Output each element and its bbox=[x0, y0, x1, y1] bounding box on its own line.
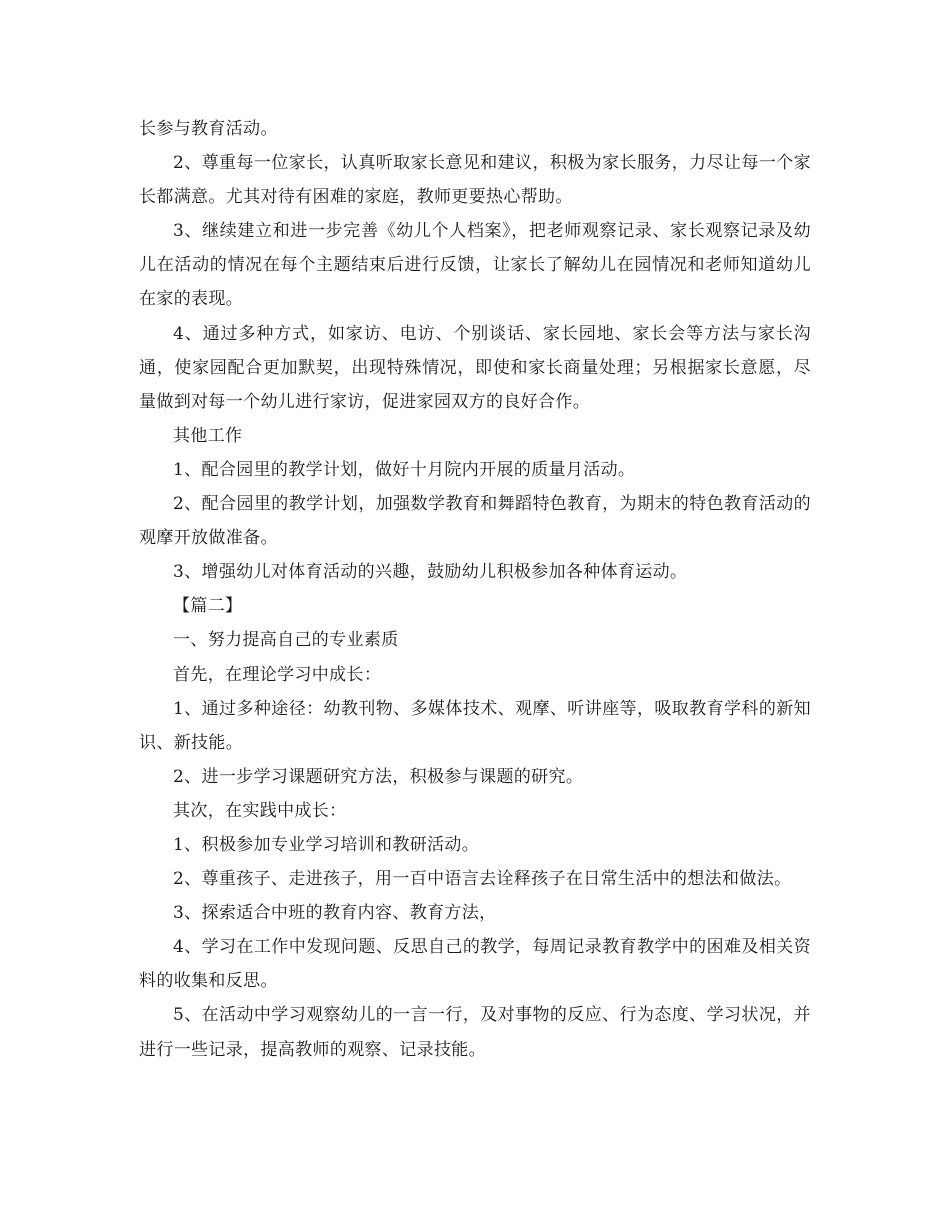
paragraph-2: 2、尊重每一位家长，认真听取家长意见和建议，积极为家长服务，力尽让每一个家长都满意。尤其对待有困难的家庭，教师更要热心帮助。 bbox=[139, 153, 811, 208]
section-heading-other-work: 其他工作 bbox=[173, 425, 243, 446]
paragraph-3: 3、继续建立和进一步完善《幼儿个人档案》，把老师观察记录、家长观察记录及幼儿在活动的情况在每个主题结束后进行反馈，让家长了解幼儿在园情况和老师知道幼儿在家的表现。 bbox=[139, 221, 811, 310]
paragraph-4: 4、通过多种方式，如家访、电访、个别谈话、家长园地、家长会等方法与家长沟通，使家园配合更加默契，出现特殊情况，即使和家长商量处理；另根据家长意愿，尽量做到对每一个幼儿进行家访，促进家园双方的良好合作。 bbox=[139, 323, 811, 412]
paragraph-7: 2、配合园里的教学计划，加强数学教育和舞蹈特色教育，为期末的特色教育活动的观摩开放做准备。 bbox=[139, 494, 811, 549]
paragraph-15: 1、积极参加专业学习培训和教研活动。 bbox=[173, 834, 480, 855]
paragraph-6: 1、配合园里的教学计划，做好十月院内开展的质量月活动。 bbox=[173, 459, 636, 480]
paragraph-17: 3、探索适合中班的教育内容、教育方法， bbox=[173, 903, 497, 924]
paragraph-13: 2、进一步学习课题研究方法，积极参与课题的研究。 bbox=[173, 766, 584, 787]
section-heading-professional-quality: 一、努力提高自己的专业素质 bbox=[173, 630, 399, 651]
paragraph-12: 1、通过多种途径：幼教刊物、多媒体技术、观摩、听讲座等，吸取教育学科的新知识、新技能。 bbox=[139, 698, 811, 753]
subheading-practice: 其次，在实践中成长： bbox=[173, 800, 347, 821]
document-body bbox=[139, 112, 811, 1067]
paragraph-1: 长参与教育活动。 bbox=[139, 119, 278, 139]
paragraph-19: 5、在活动中学习观察幼儿的一言一行，及对事物的反应、行为态度、学习状况，并进行一些记录，提高教师的观察、记录技能。 bbox=[139, 1005, 811, 1060]
paragraph-16: 2、尊重孩子、走进孩子，用一百中语言去诠释孩子在日常生活中的想法和做法。 bbox=[173, 869, 792, 890]
subheading-theory-learning: 首先，在理论学习中成长： bbox=[173, 664, 382, 685]
section-heading-part-two: 【篇二】 bbox=[173, 596, 243, 617]
paragraph-8: 3、增强幼儿对体育活动的兴趣，鼓励幼儿积极参加各种体育运动。 bbox=[173, 562, 688, 583]
paragraph-18: 4、学习在工作中发现问题、反思自己的教学，每周记录教育教学中的困难及相关资料的收集和反思。 bbox=[139, 937, 811, 992]
